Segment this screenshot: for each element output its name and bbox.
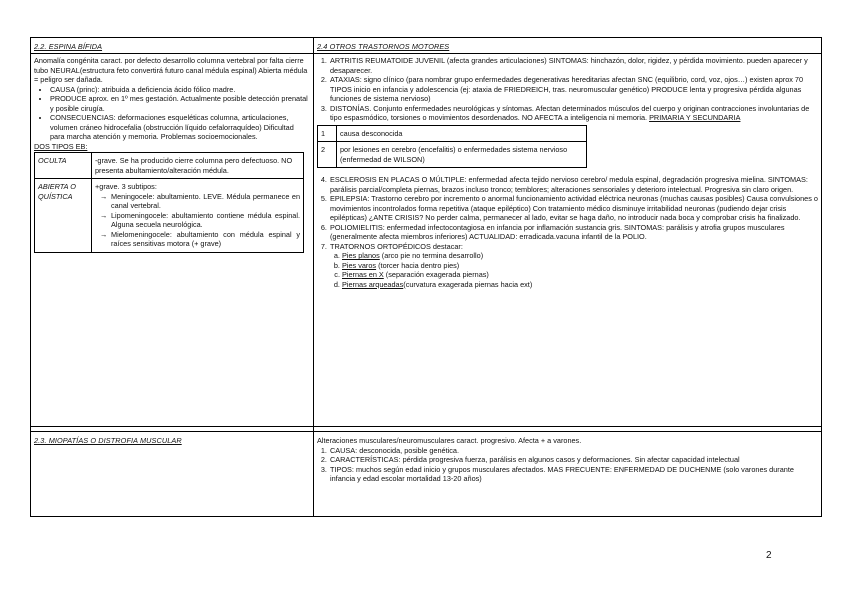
trastornos-list	[317, 56, 818, 122]
miopatias-intro: Alteraciones musculares/neuromusculares caract. progresivo. Afecta + a varones.	[317, 436, 582, 446]
section-heading-espina-bifida: 2.2. ESPINA BÍFIDA	[34, 42, 103, 51]
ortho-desc: (curvatura exagerada piernas hacia ext)	[403, 279, 533, 289]
ortho-term: Piernas en X	[342, 270, 384, 280]
miopatias-causa: 1. CAUSA: desconocida, posible genética.	[329, 446, 818, 455]
document-page	[30, 37, 821, 517]
distonia-row-1-text: causa desconocida	[337, 125, 587, 141]
miopatias-list	[317, 446, 818, 484]
ortho-term: Pies varos	[342, 260, 377, 270]
content-table	[30, 37, 822, 517]
subtype-mielomeningocele: → Mielomeningocele: abultamiento con médula espinal y raíces sensitivas motora (+ grave)	[111, 230, 300, 249]
item-epilepsia: 5. EPILEPSIA: Trastorno cerebro por incremento o anormal funcionamiento actividad eléctrica neuronas (muchas causas posibles) Causa convulsiones o movimientos incontrolados forma repetitiva (ataque epiléptico) Con tratamiento médico disminuye irritabilidad neuronas (pudiendo dejar crisis epilépticas) ¿ANTE CRISIS? No perder calma, permanecer al lado, evitar se haga daño, no introducir nada boca y comprobar crisis ha finalizado.	[329, 194, 818, 222]
espina-intro: Anomalía congénita caract. por defecto desarrollo columna vertebral por falta cierre tubo NEURAL(estructura feto convertirá futuro canal médula espinal) Abierta médula = peligro ser dañada.	[34, 56, 308, 85]
distonia-row-2-text: por lesiones en cerebro (encefalitis) o enfermedades sistema nervioso (enfermedad de WILSON)	[337, 142, 587, 168]
item-artritis: 1. ARTRITIS REUMATOIDE JUVENIL (afecta grandes articulaciones) SINTOMAS: hinchazón, dolor, rigidez, y pérdida movimiento. pueden aparecer y desaparecer.	[329, 56, 818, 75]
distonias-types: PRIMARIA Y SECUNDARIA	[649, 113, 741, 123]
bullet-consecuencias: • CONSECUENCIAS: deformaciones esqueléticas columna, articulaciones, volumen cráneo hidrocefalia (obstrucción líquido cefalorraquídeo) Dificultad para marcha atención y memoria. Problemas socioemocionales.	[50, 113, 310, 141]
page-number: 2	[766, 550, 772, 561]
ortho-desc: (separación exagerada piernas)	[383, 270, 489, 280]
espina-bullets	[34, 85, 310, 142]
ortho-desc: (torcer hacia dentro pies)	[376, 260, 460, 270]
item-ataxias: 2. ATAXIAS: signo clínico (para nombrar grupo enfermedades degenerativas hereditarias afectan SNC (equilibrio, cord, voz, ojos…) existen aprox 70 TIPOS inicio en infancia y adolescencia (ej: ataxia de FRIEDREICH, tras. neuromuscular genético) PRODUCE lenta y progresiva pérdida algunas funciones de sistema nervioso)	[329, 75, 818, 103]
ortopedicos-list	[330, 251, 818, 289]
oculta-label: OCULTA	[35, 153, 92, 179]
abierta-cell	[92, 179, 304, 252]
ortho-term: Pies planos	[342, 251, 380, 261]
espina-bifida-content	[31, 54, 314, 427]
item-esclerosis: 4. ESCLEROSIS EN PLACAS O MÚLTIPLE: enfermedad afecta tejido nervioso cerebro/ medula espinal, degradación progresiva mielina. SINTOMAS: parálisis parcial/completa piernas, brazos incluso tronco; temblores; alteraciones sensoriales y deterioro intelectual. Progresiva sin claro origen.	[329, 175, 818, 194]
subtype-meningocele: → Meningocele: abultamiento. LEVE. Médula permanece en canal vertebral.	[111, 192, 300, 211]
subtype-lipomeningocele: → Lipomeningocele: abultamiento contiene médula espinal. Alguna secuela neurológica.	[111, 211, 300, 230]
miopatias-content	[314, 432, 822, 517]
distonia-row-1-num: 1	[318, 125, 337, 141]
ortho-piernas-arqueadas	[342, 280, 818, 289]
abierta-intro: +grave. 3 subtipos:	[95, 182, 157, 192]
oculta-text: -grave. Se ha producido cierre columna pero defectuoso. NO presenta abultamiento/alteración médula.	[92, 153, 304, 179]
ortho-piernas-x	[342, 270, 818, 279]
ortho-desc: (arco pie no termina desarrollo)	[379, 251, 484, 261]
bullet-causa: • CAUSA (princ): atribuida a deficiencia ácido fólico madre.	[50, 85, 310, 94]
item-ortopedicos	[329, 242, 818, 289]
item-poliomielitis: 6. POLIOMIELITIS: enfermedad infectocontagiosa en infancia por inflamación sustancia gris. SINTOMAS: parálisis y atrofia grupos musculares (generalmente afecta miembros inferiores) ACTUALIDAD: erradicada.vacuna infantil de la POLIO.	[329, 223, 818, 242]
heading-cell-otros-trastornos	[314, 38, 822, 54]
ortho-term: Piernas arqueadas	[342, 279, 404, 289]
ortho-pies-varos	[342, 261, 818, 270]
distonias-text: DISTONÍAS. Conjunto enfermedades neurológicas y síntomas. Afectan determinados músculos del cuerpo y originan contracciones involuntarias de tipo espasmódico, torsiones o movimientos desordenados. NO AFECTA a inteligencia ni memoria.	[330, 103, 810, 123]
miopatias-caracteristicas: 2. CARACTERÍSTICAS: pérdida progresiva fuerza, parálisis en algunos casos y deformaciones. Sin afectar capacidad intelectual	[329, 455, 818, 464]
miopatias-cell	[31, 432, 314, 517]
ortho-pies-planos	[342, 251, 818, 260]
abierta-subtypes	[95, 192, 300, 249]
bullet-produce: • PRODUCE aprox. en 1º mes gestación. Actualmente posible detección prenatal y posible cirugía.	[50, 94, 310, 113]
section-heading-otros-trastornos: 2.4 OTROS TRASTORNOS MOTORES	[317, 42, 450, 51]
distonia-table	[317, 125, 587, 168]
section-heading-miopatias: 2.3. MIOPATÍAS O DISTROFIA MUSCULAR	[34, 436, 182, 446]
trastornos-list-cont	[317, 175, 818, 289]
abierta-label: ABIERTA O QUÍSTICA	[35, 179, 92, 252]
otros-trastornos-content	[314, 54, 822, 427]
ortopedicos-text: TRATORNOS ORTOPÉDICOS destacar:	[330, 241, 463, 251]
item-distonias	[329, 104, 818, 123]
miopatias-tipos: 3. TIPOS: muchos según edad inicio y grupos musculares afectados. MAS FRECUENTE: ENFERMEDAD DE DUCHENME (solo varones durante infancia y edad escolar mortalidad 13-20 años)	[329, 465, 818, 484]
types-heading: DOS TIPOS EB:	[34, 141, 88, 151]
heading-cell-espina-bifida	[31, 38, 314, 54]
eb-types-table	[34, 152, 304, 252]
distonia-row-2-num: 2	[318, 142, 337, 168]
